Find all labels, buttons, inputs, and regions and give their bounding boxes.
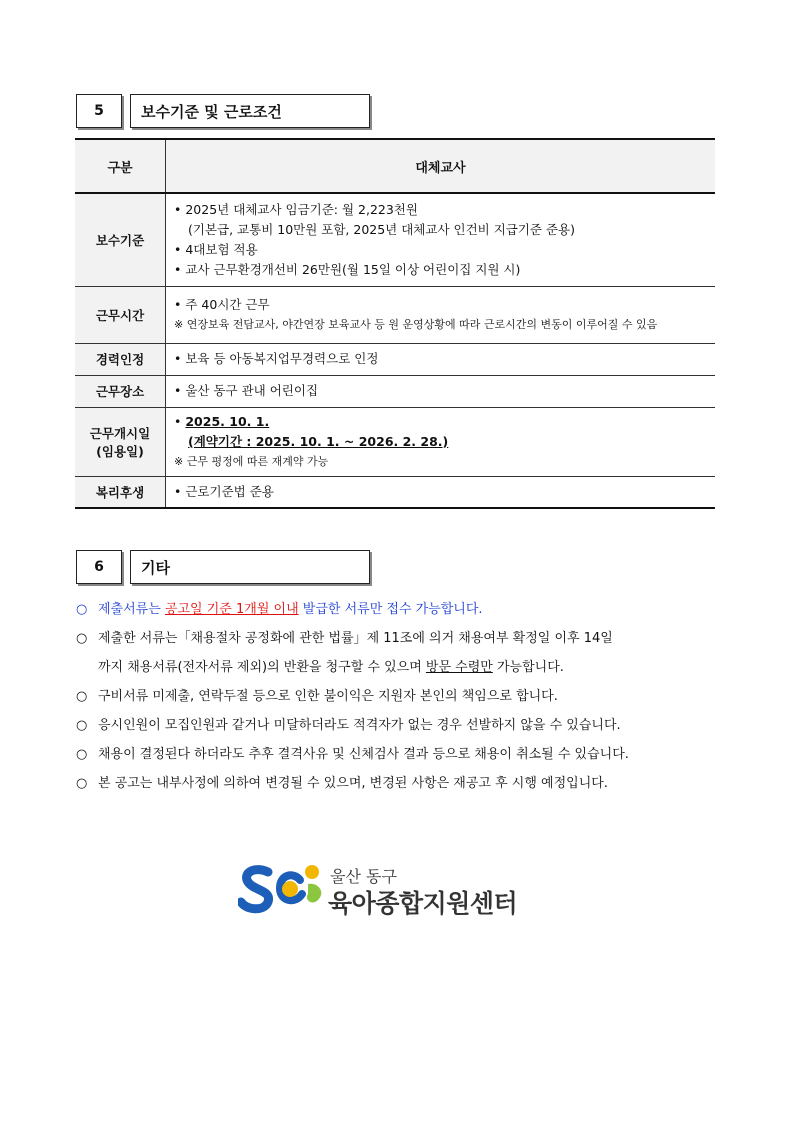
row-label: 근무시간: [75, 286, 166, 343]
note-text: ※ 연장보육 전담교사, 야간연장 보육교사 등 원 운영상황에 따라 근로시간의 변동이 이루어질 수 있음: [174, 317, 658, 331]
section-5-heading: [76, 94, 370, 128]
bullet-item: • 보육 등 아동복지업무경력으로 인정: [174, 349, 707, 369]
header-category: 구분: [75, 139, 166, 193]
conditions-table: [75, 138, 715, 509]
bullet-item: • 4대보험 적용: [174, 240, 707, 260]
table-row: [75, 286, 715, 343]
section-title: 기타: [130, 550, 370, 584]
circle-bullet-icon: ○: [76, 776, 88, 791]
list-item: [76, 595, 726, 624]
circle-bullet-icon: ○: [76, 602, 88, 617]
logo-title: 육아종합지원센터: [328, 889, 518, 918]
logo-emblem-icon: [238, 858, 328, 916]
circle-bullet-icon: ○: [76, 718, 88, 733]
row-label-line2: (임용일): [96, 443, 144, 459]
circle-bullet-icon: ○: [76, 689, 88, 704]
list-item: [76, 624, 726, 653]
note-part: 가능합니다.: [492, 660, 564, 675]
bullet-continuation: (기본급, 교통비 10만원 포함, 2025년 대체교사 인건비 지급기준 준용): [188, 221, 576, 237]
header-substitute-teacher: 대체교사: [166, 139, 716, 193]
bullet-item: [174, 412, 707, 432]
row-label: 근무장소: [75, 375, 166, 407]
table-row: [75, 375, 715, 407]
bullet-item: • 2025년 대체교사 임금기준: 월 2,223천원: [174, 200, 707, 220]
circle-bullet-icon: ○: [76, 631, 88, 646]
note-part: 발급한 서류만 접수 가능합니다.: [298, 602, 483, 617]
table-row: [75, 476, 715, 508]
row-value: [166, 286, 716, 343]
note-text: [98, 595, 483, 624]
row-label: [75, 407, 166, 476]
note-text: 구비서류 미제출, 연락두절 등으로 인한 불이익은 지원자 본인의 책임으로 합니다.: [98, 689, 558, 704]
circle-bullet-icon: ○: [76, 747, 88, 762]
row-value: [166, 343, 716, 375]
list-item: [76, 711, 726, 740]
table-header-row: [75, 139, 715, 193]
bullet-item: • 교사 근무환경개선비 26만원(월 15일 이상 어린이집 지원 시): [174, 260, 707, 280]
section-6-heading: [76, 550, 370, 584]
row-label: 보수기준: [75, 193, 166, 286]
table-row: [75, 343, 715, 375]
note-part: 제출서류는: [98, 602, 165, 617]
note-text: 제출한 서류는「채용절차 공정화에 관한 법률」제 11조에 의거 채용여부 확정일 이후 14일: [98, 631, 613, 646]
start-date: 2025. 10. 1.: [185, 413, 270, 429]
section-number: 6: [76, 550, 122, 584]
table-row: [75, 407, 715, 476]
list-item: [76, 769, 726, 798]
row-value: [166, 193, 716, 286]
visit-pickup-highlight: 방문 수령만: [425, 660, 493, 675]
bullet-item: • 주 40시간 근무: [174, 295, 707, 315]
table-row: [75, 193, 715, 286]
list-item-continuation: [76, 653, 726, 682]
row-value: [166, 476, 716, 508]
note-text: 채용이 결정된다 하더라도 추후 결격사유 및 신체검사 결과 등으로 채용이 취소될 수 있습니다.: [98, 747, 629, 762]
row-label: 경력인정: [75, 343, 166, 375]
deadline-highlight: 공고일 기준 1개월 이내: [164, 602, 299, 617]
note-text: 본 공고는 내부사정에 의하여 변경될 수 있으며, 변경된 사항은 재공고 후 시행 예정입니다.: [98, 776, 608, 791]
row-value: [166, 375, 716, 407]
logo-subtitle: 울산 동구: [330, 867, 397, 886]
list-item: [76, 682, 726, 711]
contract-period: (계약기간 : 2025. 10. 1. ~ 2026. 2. 28.): [188, 433, 449, 449]
row-label: 복리후생: [75, 476, 166, 508]
row-value: [166, 407, 716, 476]
list-item: [76, 740, 726, 769]
row-label-line1: 근무개시일: [89, 425, 151, 441]
notes-list: [76, 595, 726, 798]
bullet-item: • 울산 동구 관내 어린이집: [174, 381, 707, 401]
section-title: 보수기준 및 근로조건: [130, 94, 370, 128]
note-text: 응시인원이 모집인원과 같거나 미달하더라도 적격자가 없는 경우 선발하지 않을 수 있습니다.: [98, 718, 621, 733]
bullet-continuation: [174, 432, 707, 452]
note-text: ※ 근무 평정에 따른 재계약 가능: [174, 454, 329, 468]
note-part: 까지 채용서류(전자서류 제외)의 반환을 청구할 수 있으며: [98, 660, 426, 675]
section-number: 5: [76, 94, 122, 128]
bullet-item: • 근로기준법 준용: [174, 482, 707, 502]
center-logo: [238, 858, 528, 918]
